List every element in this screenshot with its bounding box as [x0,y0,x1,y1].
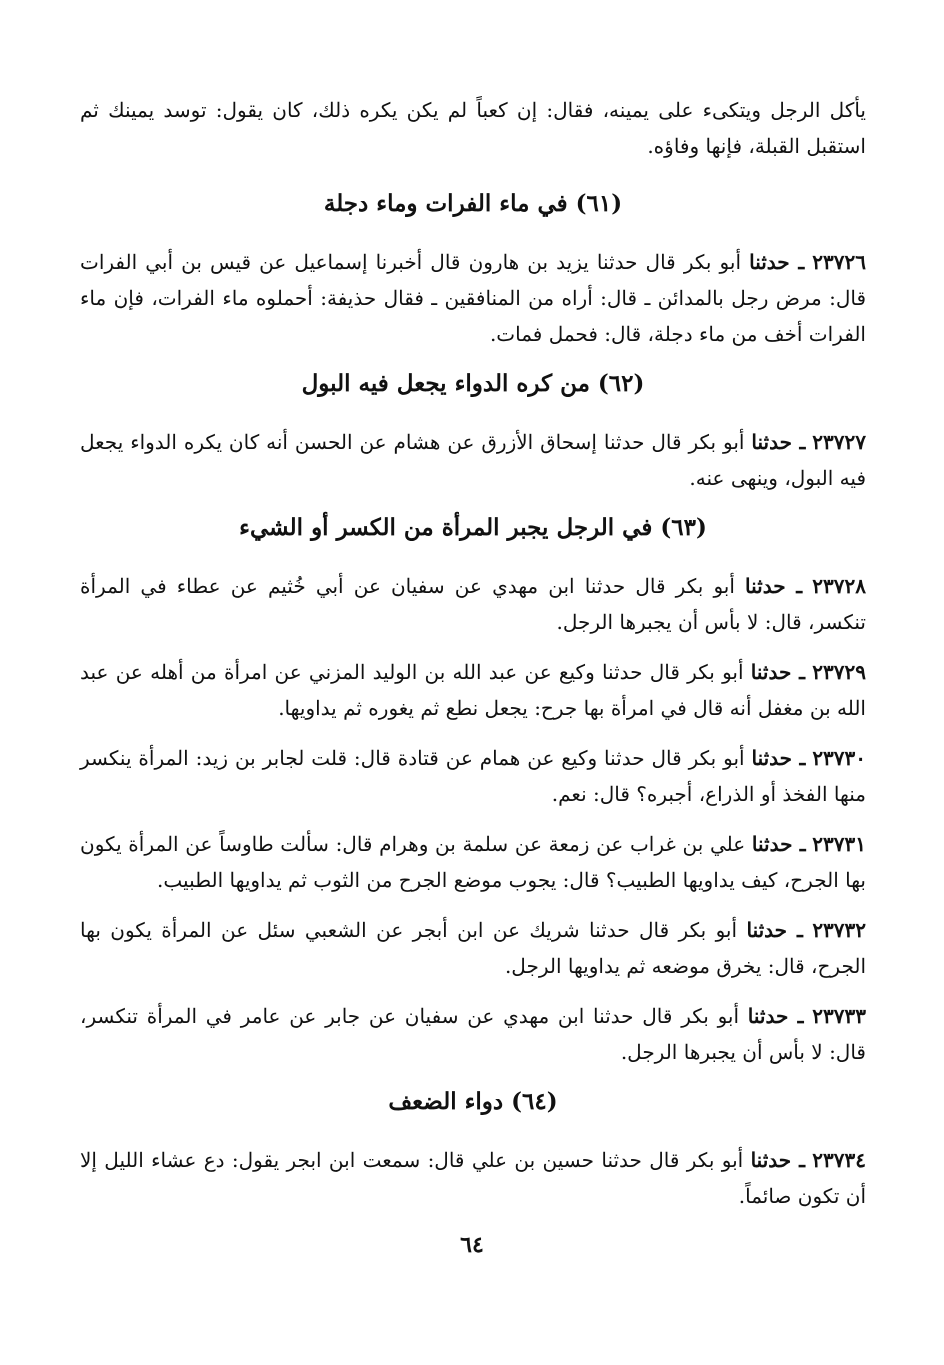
hadith-number: ٢٣٧٣٤ [812,1148,866,1172]
hadith-paragraph [80,740,866,812]
hadith-lead: حدثنا [745,574,786,598]
hadith-number: ٢٣٧٢٧ [812,430,866,454]
hadith-lead: حدثنا [750,1148,792,1172]
section-heading: (٦٣) في الرجل يجبر المرأة من الكسر أو الشيء [239,514,707,541]
intro-paragraph: يأكل الرجل ويتكىء على يمينه، فقال: إن كعباً لم يكن يكره ذلك، كان يقول: توسد يمينك ثم استقبل القبلة، فإنها وفاؤه. [80,98,866,158]
hadith-paragraph [80,244,866,352]
hadith-number: ٢٣٧٢٩ [812,660,867,684]
hadith-lead: حدثنا [751,430,792,454]
hadith-text: أبو بكر قال حدثنا يزيد بن هارون قال أخبرنا إسماعيل عن قيس بن أبي الفرات قال: مرض رجل بالمدائن ـ قال: أراه من المنافقين ـ فقال حذيفة: أحملوه ماء الفرات، فإن ماء الفرات أخف من ماء دجلة، قال: فحمل فمات. [80,250,866,346]
hadith-text: أبو بكر قال حدثنا حسين بن علي قال: سمعت ابن ابجر يقول: دع عشاء الليل إلا أن تكون صائماً. [80,1148,866,1208]
section-heading: (٦٢) من كره الدواء يجعل فيه البول [301,370,645,397]
hadith-paragraph [80,424,866,496]
dash: ـ [791,430,806,454]
hadith-text: أبو بكر قال حدثنا وكيع عن همام عن قتادة قال: قلت لجابر بن زيد: المرأة ينكسر منها الفخذ أو الذراع، أجبره؟ قال: نعم. [80,746,866,806]
dash: ـ [787,918,803,942]
hadith-number: ٢٣٧٢٦ [812,250,867,274]
section-heading: (٦١) في ماء الفرات وماء دجلة [323,190,623,217]
hadith-number: ٢٣٧٣٣ [812,1004,866,1028]
hadith-paragraph [80,826,866,898]
hadith-paragraph [80,568,866,640]
hadith-paragraph [80,1142,866,1214]
hadith-text: أبو بكر قال حدثنا وكيع عن عبد الله بن الوليد المزني عن امرأة من أهله عن عبد الله بن مغفل أنه قال في امرأة بها جرح: يجعل نطع ثم يغوره ثم يداويها. [80,660,866,720]
hadith-paragraph [80,998,866,1070]
hadith-lead: حدثنا [751,832,793,856]
hadith-lead: حدثنا [747,1004,789,1028]
hadith-number: ٢٣٧٢٨ [812,574,867,598]
hadith-number: ٢٣٧٣٢ [812,918,867,942]
dash: ـ [792,746,806,770]
hadith-lead: حدثنا [750,660,792,684]
hadith-lead: حدثنا [746,918,788,942]
hadith-lead: حدثنا [749,250,790,274]
hadith-text: أبو بكر قال حدثنا ابن مهدي عن سفيان عن أبي خُثيم عن عطاء في المرأة تنكسر، قال: لا بأس أن يجبرها الرجل. [80,574,866,634]
hadith-number: ٢٣٧٣٠ [812,746,867,770]
section-heading: (٦٤) دواء الضعف [388,1088,558,1115]
hadith-paragraph [80,654,866,726]
hadith-text: علي بن غراب عن زمعة عن سلمة بن وهرام قال: سألت طاوساً عن المرأة يكون بها الجرح، كيف يداويها الطبيب؟ قال: يجوب موضع الجرح من الثوب ثم يداويها الطبيب. [80,832,866,892]
hadith-lead: حدثنا [751,746,793,770]
hadith-text: أبو بكر قال حدثنا إسحاق الأزرق عن هشام عن الحسن أنه كان يكره الدواء يجعل فيه البول، وينهى عنه. [80,430,866,490]
dash: ـ [791,660,806,684]
hadith-text: أبو بكر قال حدثنا ابن مهدي عن سفيان عن جابر عن عامر في المرأة تنكسر، قال: لا بأس أن يجبرها الرجل. [80,1004,866,1064]
page-number: ٦٤ [460,1232,484,1258]
hadith-paragraph [80,912,866,984]
dash: ـ [791,1148,805,1172]
hadith-number: ٢٣٧٣١ [812,832,867,856]
hadith-text: أبو بكر قال حدثنا شريك عن ابن أبجر عن الشعبي سئل عن المرأة يكون بها الجرح، قال: يخرق موضعه ثم يداويها الرجل. [80,918,866,978]
dash: ـ [785,574,803,598]
dash: ـ [788,1004,804,1028]
dash: ـ [789,250,805,274]
dash: ـ [792,832,806,856]
